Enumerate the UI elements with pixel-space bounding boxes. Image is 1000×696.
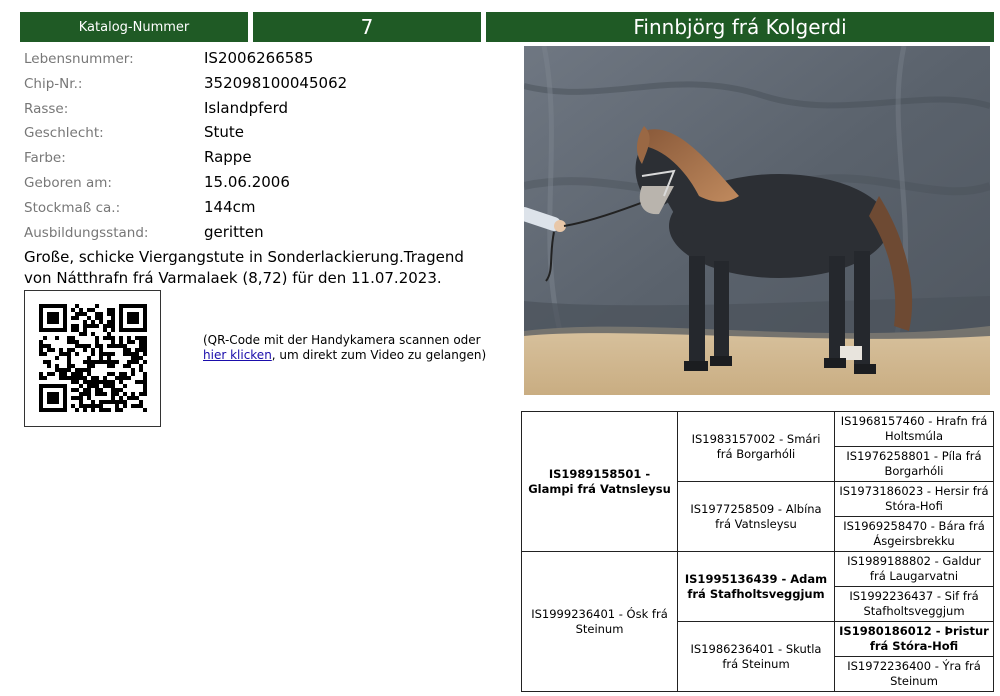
info-label: Farbe: <box>24 150 66 167</box>
pedigree-g3-6: IS1992236437 - Sif frá Stafholtsveggjum <box>835 587 994 622</box>
qr-note-text-end: , um direkt zum Video zu gelangen) <box>271 348 487 362</box>
pedigree-g3-1: IS1968157460 - Hrafn frá Holtsmúla <box>835 412 994 447</box>
horse-name: Finnbjörg frá Kolgerdi <box>486 12 994 42</box>
pedigree-dam-sire: IS1995136439 - Adam frá Stafholtsveggjum <box>678 552 835 622</box>
horse-photo-image <box>524 46 990 395</box>
pedigree-sire-sire: IS1983157002 - Smári frá Borgarhóli <box>678 412 835 482</box>
horse-photo <box>524 46 990 395</box>
info-row-life-number <box>24 49 494 74</box>
horse-description: Große, schicke Viergangstute in Sonderlackierung.Tragend von Nátthrafn frá Varmalaek (8,72) für den 11.07.2023. <box>24 248 464 287</box>
info-label: Geschlecht: <box>24 125 104 142</box>
info-value: Islandpferd <box>204 98 289 117</box>
info-row-height <box>24 198 494 223</box>
info-value: 15.06.2006 <box>204 172 290 191</box>
pedigree-g3-3: IS1973186023 - Hersir frá Stóra-Hofi <box>835 482 994 517</box>
info-value: Stute <box>204 123 245 142</box>
pedigree-g3-2: IS1976258801 - Píla frá Borgarhóli <box>835 447 994 482</box>
info-row-breed <box>24 99 494 124</box>
pedigree-sire-dam: IS1977258509 - Albína frá Vatnsleysu <box>678 482 835 552</box>
qr-note <box>203 333 503 363</box>
info-value: Rappe <box>204 148 252 167</box>
info-value: IS2006266585 <box>204 49 314 67</box>
info-row-color <box>24 148 494 173</box>
pedigree-g3-4: IS1969258470 - Bára frá Ásgeirsbrekku <box>835 517 994 552</box>
qr-code[interactable] <box>24 290 161 427</box>
pedigree-g3-7: IS1980186012 - Þristur frá Stóra-Hofi <box>835 622 994 657</box>
qr-note-text: (QR-Code mit der Handykamera scannen oder <box>203 333 481 347</box>
catalog-number: 7 <box>253 12 481 42</box>
info-value: geritten <box>204 222 264 241</box>
info-value: 352098100045062 <box>204 73 348 92</box>
info-row-sex <box>24 123 494 148</box>
info-label: Chip-Nr.: <box>24 75 83 92</box>
info-label: Rasse: <box>24 100 69 117</box>
catalog-number-label: Katalog-Nummer <box>20 12 248 42</box>
pedigree-table <box>521 411 994 692</box>
pedigree-dam-dam: IS1986236401 - Skutla frá Steinum <box>678 622 835 692</box>
info-label: Ausbildungsstand: <box>24 224 149 241</box>
info-value: 144cm <box>204 197 256 216</box>
info-row-born <box>24 173 494 198</box>
info-label: Lebensnummer: <box>24 51 134 67</box>
info-row-chip <box>24 74 494 99</box>
pedigree-g3-5: IS1989188802 - Galdur frá Laugarvatni <box>835 552 994 587</box>
qr-code-image <box>39 304 147 412</box>
video-link[interactable]: hier klicken <box>203 348 272 362</box>
info-label: Stockmaß ca.: <box>24 199 121 216</box>
pedigree-sire: IS1989158501 - Glampi frá Vatnsleysu <box>522 412 678 552</box>
info-label: Geboren am: <box>24 174 112 191</box>
info-row-training <box>24 223 494 248</box>
horse-info-list <box>24 49 494 247</box>
pedigree-dam: IS1999236401 - Ósk frá Steinum <box>522 552 678 692</box>
pedigree-g3-8: IS1972236400 - Ýra frá Steinum <box>835 657 994 692</box>
